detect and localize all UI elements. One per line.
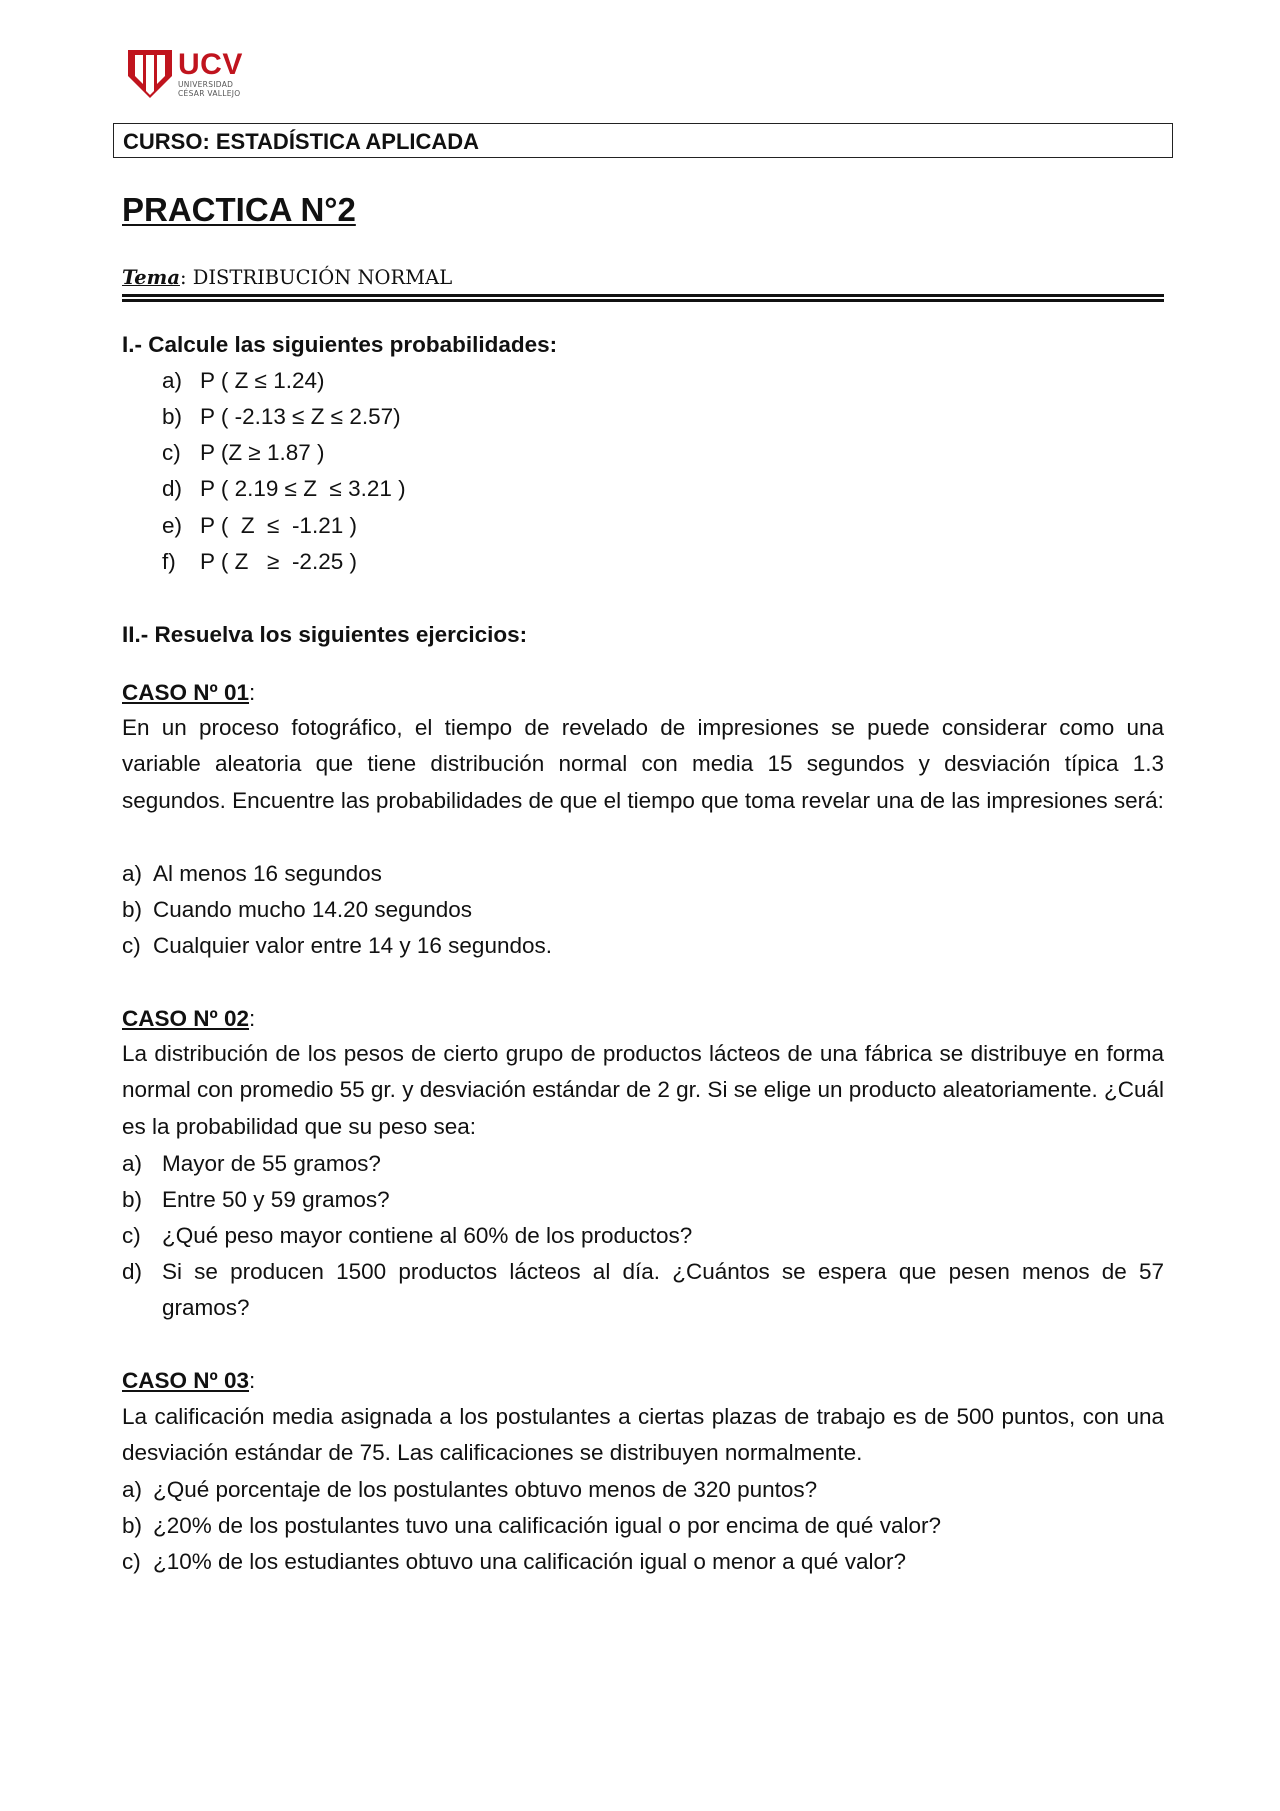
tema-label: Tema xyxy=(122,266,180,289)
list-item-marker: b) xyxy=(122,1187,143,1212)
list-item: Mayor de 55 gramos? xyxy=(162,1151,381,1176)
list-item: ¿Qué peso mayor contiene al 60% de los productos? xyxy=(162,1223,693,1248)
ucv-logo xyxy=(128,50,243,98)
caso-1-colon: : xyxy=(249,680,256,705)
caso-3-title: CASO Nº 03 xyxy=(122,1368,250,1393)
caso-3-body: La calificación media asignada a los postulantes a ciertas plazas de trabajo es de 500 puntos, con una desviación estándar de 75. Las calificaciones se distribuyen normalmente. xyxy=(122,1404,1164,1466)
list-item-marker: a) xyxy=(122,1477,143,1502)
tema-value: : DISTRIBUCIÓN NORMAL xyxy=(179,266,453,289)
list-item-marker: b) xyxy=(122,1513,143,1538)
list-item: P (Z ≥ 1.87 ) xyxy=(200,440,325,465)
logo-subtitle-2: CÉSAR VALLEJO xyxy=(178,88,241,98)
caso-2-title: CASO Nº 02 xyxy=(122,1006,250,1031)
section-2-heading: II.- Resuelva los siguientes ejercicios: xyxy=(122,622,528,647)
logo-name: UCV xyxy=(178,48,243,81)
list-item: ¿10% de los estudiantes obtuvo una calificación igual o menor a qué valor? xyxy=(153,1549,906,1574)
list-item-marker: a) xyxy=(122,861,143,886)
list-item-marker: f) xyxy=(162,549,176,574)
list-item-marker: b) xyxy=(162,404,183,429)
caso-2-body: La distribución de los pesos de cierto grupo de productos lácteos de una fábrica se distribuye en forma normal con promedio 55 gr. y desviación estándar de 2 gr. Si se elige un producto aleatoriamente. ¿Cuál es la probabilidad que su peso sea: xyxy=(122,1041,1164,1139)
list-item: P ( 2.19 ≤ Z ≤ 3.21 ) xyxy=(200,476,406,501)
list-item: Cualquier valor entre 14 y 16 segundos. xyxy=(153,933,553,958)
list-item: P ( Z ≤ 1.24) xyxy=(200,368,325,393)
caso-2-heading xyxy=(122,1006,255,1032)
list-item-marker: c) xyxy=(122,1223,141,1248)
caso-3-colon: : xyxy=(249,1368,256,1393)
list-item-marker: e) xyxy=(162,513,183,538)
list-item: ¿20% de los postulantes tuvo una calificación igual o por encima de qué valor? xyxy=(153,1513,941,1538)
course-label: CURSO: ESTADÍSTICA APLICADA xyxy=(123,129,480,154)
page-title: PRACTICA N°2 xyxy=(122,191,356,228)
list-item-marker: a) xyxy=(162,368,183,393)
list-item-marker: c) xyxy=(162,440,181,465)
caso-1-body: En un proceso fotográfico, el tiempo de revelado de impresiones se puede considerar como una variable aleatoria que tiene distribución normal con media 15 segundos y desviación típica 1.3 segundos. Encuentre las probabilidades de que el tiempo que toma revelar una de las impresiones será: xyxy=(122,715,1164,813)
list-item: Entre 50 y 59 gramos? xyxy=(162,1187,390,1212)
list-item-marker: b) xyxy=(122,897,143,922)
section-1-heading: I.- Calcule las siguientes probabilidades: xyxy=(122,332,558,357)
caso-1-heading xyxy=(122,680,255,706)
list-item: Al menos 16 segundos xyxy=(153,861,382,886)
list-item: P ( -2.13 ≤ Z ≤ 2.57) xyxy=(200,404,401,429)
list-item: ¿Qué porcentaje de los postulantes obtuvo menos de 320 puntos? xyxy=(153,1477,818,1502)
list-item-marker: a) xyxy=(122,1151,143,1176)
caso-3-heading xyxy=(122,1368,255,1394)
list-item: P ( Z ≤ -1.21 ) xyxy=(200,513,357,538)
list-item: Si se producen 1500 productos lácteos al día. ¿Cuántos se espera que pesen menos de 57 gramos? xyxy=(162,1259,1164,1321)
list-item: P ( Z ≥ -2.25 ) xyxy=(200,549,357,574)
tema-line xyxy=(122,266,452,289)
list-item: Cuando mucho 14.20 segundos xyxy=(153,897,472,922)
logo-subtitle-1: UNIVERSIDAD xyxy=(178,80,234,89)
course-box xyxy=(113,123,1173,158)
ucv-shield-icon xyxy=(128,50,172,98)
list-item-marker: c) xyxy=(122,933,141,958)
caso-1-title: CASO Nº 01 xyxy=(122,680,250,705)
list-item-marker: d) xyxy=(122,1259,143,1284)
caso-2-colon: : xyxy=(249,1006,256,1031)
list-item-marker: c) xyxy=(122,1549,141,1574)
list-item-marker: d) xyxy=(162,476,183,501)
double-rule-divider xyxy=(122,294,1164,302)
